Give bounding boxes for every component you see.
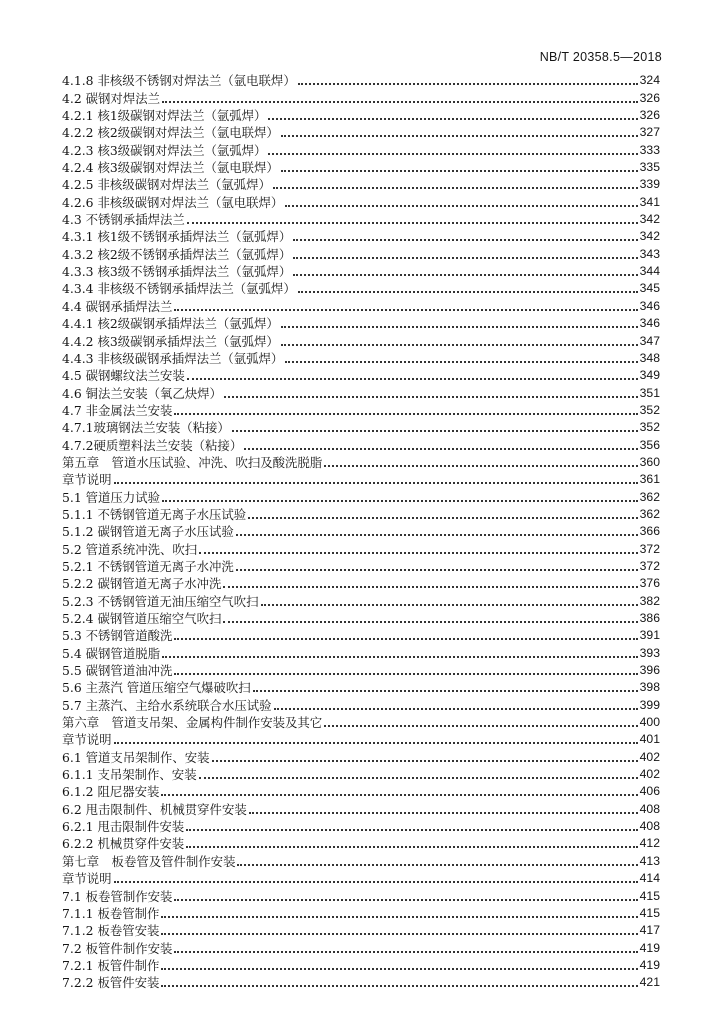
- toc-leader-dots: [281, 329, 638, 346]
- toc-leader-dots: [187, 207, 638, 224]
- toc-entry-page: 419: [639, 957, 660, 972]
- toc-entry-page: 341: [639, 194, 660, 209]
- toc-entry-title: 章节说明: [62, 871, 112, 887]
- toc-entry-title: 4.2.3 核3级碳钢对焊法兰（氩弧焊）: [62, 142, 267, 158]
- toc-entry-title: 5.1 管道压力试验: [62, 489, 160, 505]
- toc-entry-page: 356: [639, 437, 660, 452]
- toc-entry-page: 326: [639, 90, 660, 105]
- toc-entry-title: 4.3.2 核2级不锈钢承插焊法兰（氩弧焊）: [62, 246, 292, 262]
- toc-leader-dots: [199, 762, 638, 779]
- toc-entry-title: 4.6 铜法兰安装（氧乙炔焊）: [62, 385, 222, 401]
- toc-entry-page: 414: [639, 871, 660, 886]
- toc-leader-dots: [293, 259, 637, 276]
- toc-entry-title: 4.4.2 核3级碳钢承插焊法兰（氩弧焊）: [62, 333, 279, 349]
- toc-leader-dots: [161, 918, 637, 935]
- toc-leader-dots: [281, 155, 638, 172]
- toc-entry-title: 4.3.4 非核级不锈钢承插焊法兰（氩弧焊）: [62, 281, 296, 297]
- toc-leader-dots: [324, 450, 637, 467]
- toc-entry-title: 5.7 主蒸汽、主给水系统联合水压试验: [62, 697, 272, 713]
- toc-leader-dots: [186, 814, 637, 831]
- toc-entry-page: 402: [639, 767, 660, 782]
- toc-leader-dots: [114, 467, 638, 484]
- toc-entry-title: 第七章 板卷管及管件制作安装: [62, 853, 236, 869]
- toc-leader-dots: [281, 311, 638, 328]
- toc-entry-page: 396: [639, 663, 660, 678]
- toc-leader-dots: [174, 623, 637, 640]
- toc-leader-dots: [268, 103, 637, 120]
- toc-leader-dots: [174, 294, 637, 311]
- toc-entry-page: 398: [639, 680, 660, 695]
- toc-entry-page: 421: [639, 975, 660, 990]
- toc-leader-dots: [174, 936, 637, 953]
- toc-leader-dots: [161, 779, 637, 796]
- toc-entry-page: 415: [639, 905, 660, 920]
- toc-leader-dots: [281, 120, 638, 137]
- toc-entry-page: 399: [639, 697, 660, 712]
- toc-entry-page: 412: [639, 836, 660, 851]
- toc-entry-page: 386: [639, 611, 660, 625]
- toc-entry-page: 342: [639, 212, 660, 227]
- toc-leader-dots: [162, 641, 638, 658]
- toc-entry-page: 342: [639, 229, 660, 244]
- toc-leader-dots: [237, 849, 637, 866]
- toc-leader-dots: [161, 970, 637, 987]
- toc-entry-title: 4.2.5 非核级碳钢对焊法兰（氩弧焊）: [62, 177, 271, 193]
- toc-entry-title: 7.2 板管件制作安装: [62, 940, 173, 956]
- toc-entry-page: 349: [639, 368, 660, 383]
- toc-entry-page: 343: [639, 246, 660, 261]
- toc-entry-page: 352: [639, 402, 660, 417]
- toc-leader-dots: [273, 172, 638, 189]
- toc-leader-dots: [236, 519, 638, 536]
- toc-entry-page: 408: [639, 819, 660, 834]
- toc-entry-page: 400: [639, 715, 660, 730]
- toc-entry-page: 376: [639, 576, 660, 591]
- toc-entry-page: 391: [639, 628, 660, 643]
- toc-entry-page: 327: [639, 125, 660, 140]
- toc-entry-title: 6.2.2 机械贯穿件安装: [62, 836, 185, 852]
- toc-leader-dots: [186, 831, 637, 848]
- toc-entry-title: 第五章 管道水压试验、冲洗、吹扫及酸洗脱脂: [62, 454, 323, 470]
- toc-leader-dots: [298, 68, 638, 85]
- toc-entry-page: 347: [639, 333, 660, 348]
- toc-leader-dots: [223, 606, 637, 623]
- toc-entry-title: 5.1.1 不锈钢管道无离子水压试验: [62, 506, 247, 522]
- toc-leader-dots: [114, 866, 638, 883]
- toc-entry-title: 7.2.2 板管件安装: [62, 975, 160, 991]
- toc-entry-title: 章节说明: [62, 732, 112, 748]
- toc-leader-dots: [162, 485, 638, 502]
- toc-entry-page: 372: [639, 558, 660, 573]
- toc-entry-title: 4.2.6 非核级碳钢对焊法兰（氩电联焊）: [62, 194, 284, 210]
- toc-entry-title: 4.7 非金属法兰安装: [62, 402, 173, 418]
- toc-entry-title: 7.1.2 板卷管安装: [62, 923, 160, 939]
- toc-entry: [62, 973, 660, 990]
- toc-entry-page: 339: [639, 177, 660, 192]
- toc-entry-title: 4.2.1 核1级碳钢对焊法兰（氩弧焊）: [62, 108, 267, 124]
- toc-entry-page: 361: [639, 472, 660, 487]
- toc-leader-dots: [212, 745, 638, 762]
- toc-leader-dots: [274, 693, 638, 710]
- toc-entry-title: 4.5 碳钢螺纹法兰安装: [62, 368, 185, 384]
- toc-entry-page: 326: [639, 108, 660, 123]
- document-code: NB/T 20358.5—2018: [539, 50, 662, 64]
- toc-entry-page: 344: [639, 264, 660, 279]
- toc-entry-page: 352: [639, 420, 660, 435]
- toc-leader-dots: [161, 901, 637, 918]
- toc-entry-page: 393: [639, 645, 660, 660]
- toc-entry-page: 335: [639, 160, 660, 175]
- toc-entry-title: 4.1.8 非核级不锈钢对焊法兰（氩电联焊）: [62, 73, 296, 89]
- toc-entry-title: 4.4 碳钢承插焊法兰: [62, 298, 173, 314]
- toc-leader-dots: [244, 433, 637, 450]
- toc-entry-title: 4.3.1 核1级不锈钢承插焊法兰（氩弧焊）: [62, 229, 292, 245]
- toc-entry-title: 5.1.2 碳钢管道无离子水压试验: [62, 524, 234, 540]
- toc-entry-title: 7.2.1 板管件制作: [62, 957, 160, 973]
- toc-entry-title: 6.1.2 阻尼器安装: [62, 784, 160, 800]
- toc-entry-page: 366: [639, 524, 660, 539]
- toc-entry-page: 333: [639, 142, 660, 157]
- toc-entry-page: 417: [639, 923, 660, 938]
- toc-leader-dots: [174, 398, 637, 415]
- toc-entry-title: 4.3.3 核3级不锈钢承插焊法兰（氩弧焊）: [62, 264, 292, 280]
- toc-entry-page: 351: [639, 385, 660, 400]
- toc-leader-dots: [253, 675, 638, 692]
- toc-entry-title: 第六章 管道支吊架、金属构件制作安装及其它: [62, 715, 323, 731]
- toc-entry-title: 4.2.2 核2级碳钢对焊法兰（氩电联焊）: [62, 125, 279, 141]
- toc-entry-page: 419: [639, 940, 660, 955]
- toc-leader-dots: [223, 571, 637, 588]
- toc-entry-title: 7.1.1 板卷管制作: [62, 905, 160, 921]
- toc-leader-dots: [324, 710, 637, 727]
- toc-entry-title: 4.3 不锈钢承插焊法兰: [62, 212, 185, 228]
- toc-entry-title: 5.4 碳钢管道脱脂: [62, 645, 160, 661]
- toc-entry-page: 372: [639, 541, 660, 556]
- toc-leader-dots: [248, 502, 638, 519]
- toc-leader-dots: [285, 346, 637, 363]
- toc-entry-title: 4.4.1 核2级碳钢承插焊法兰（氩弧焊）: [62, 316, 279, 332]
- toc-leader-dots: [174, 884, 637, 901]
- toc-entry-title: 5.3 不锈钢管道酸洗: [62, 628, 173, 644]
- toc-entry-page: 406: [639, 784, 660, 799]
- toc-entry-title: 4.7.1玻璃钢法兰安装（粘接）: [62, 420, 230, 436]
- toc-leader-dots: [174, 658, 637, 675]
- toc-entry-page: 415: [639, 888, 660, 903]
- toc-entry-title: 5.2.3 不锈钢管道无油压缩空气吹扫: [62, 593, 259, 609]
- toc-entry-page: 382: [639, 593, 660, 608]
- toc-entry-page: 413: [639, 853, 660, 868]
- toc-entry-title: 5.2.4 碳钢管道压缩空气吹扫: [62, 611, 222, 626]
- toc-entry-title: 4.2.4 核3级碳钢对焊法兰（氩电联焊）: [62, 160, 279, 176]
- toc-entry-page: 408: [639, 801, 660, 816]
- toc-entry-page: 345: [639, 281, 660, 296]
- toc-entry-page: 402: [639, 749, 660, 764]
- toc-entry-title: 6.1.1 支吊架制作、安装: [62, 767, 197, 783]
- toc-entry-title: 章节说明: [62, 472, 112, 488]
- toc-entry-title: 6.1 管道支吊架制作、安装: [62, 749, 210, 765]
- toc-entry-page: 348: [639, 350, 660, 365]
- toc-entry-title: 7.1 板卷管制作安装: [62, 888, 173, 904]
- toc-leader-dots: [114, 727, 638, 744]
- toc-entry-page: 324: [639, 73, 660, 88]
- toc-entry-title: 5.2.1 不锈钢管道无离子水冲洗: [62, 558, 234, 574]
- toc-leader-dots: [249, 797, 638, 814]
- toc-leader-dots: [162, 86, 638, 103]
- toc-leader-dots: [293, 224, 637, 241]
- toc-entry-page: 401: [639, 732, 660, 747]
- toc-entry-title: 5.2.2 碳钢管道无离子水冲洗: [62, 576, 222, 592]
- toc-entry-page: 360: [639, 454, 660, 469]
- table-of-contents: [62, 71, 660, 990]
- toc-leader-dots: [224, 381, 638, 398]
- toc-leader-dots: [293, 242, 637, 259]
- toc-leader-dots: [298, 276, 638, 293]
- toc-entry-page: 362: [639, 489, 660, 504]
- toc-entry-page: 346: [639, 298, 660, 313]
- toc-entry-page: 346: [639, 316, 660, 331]
- toc-leader-dots: [187, 363, 638, 380]
- toc-leader-dots: [268, 138, 637, 155]
- toc-entry-title: 6.2 甩击限制件、机械贯穿件安装: [62, 801, 247, 817]
- toc-entry-title: 6.2.1 甩击限制件安装: [62, 819, 185, 835]
- toc-entry-title: 5.5 碳钢管道油冲洗: [62, 663, 173, 679]
- toc-leader-dots: [285, 190, 637, 207]
- toc-leader-dots: [232, 415, 638, 432]
- toc-leader-dots: [161, 953, 637, 970]
- toc-entry-title: 5.6 主蒸汽 管道压缩空气爆破吹扫: [62, 680, 251, 696]
- toc-entry-title: 5.2 管道系统冲洗、吹扫: [62, 541, 198, 557]
- toc-entry-title: 4.2 碳钢对焊法兰: [62, 90, 160, 106]
- toc-leader-dots: [199, 537, 637, 554]
- toc-leader-dots: [261, 589, 638, 606]
- toc-entry-title: 4.4.3 非核级碳钢承插焊法兰（氩弧焊）: [62, 350, 284, 366]
- toc-leader-dots: [236, 554, 638, 571]
- toc-entry-title: 4.7.2硬质塑料法兰安装（粘接）: [62, 437, 243, 453]
- toc-entry-page: 362: [639, 506, 660, 521]
